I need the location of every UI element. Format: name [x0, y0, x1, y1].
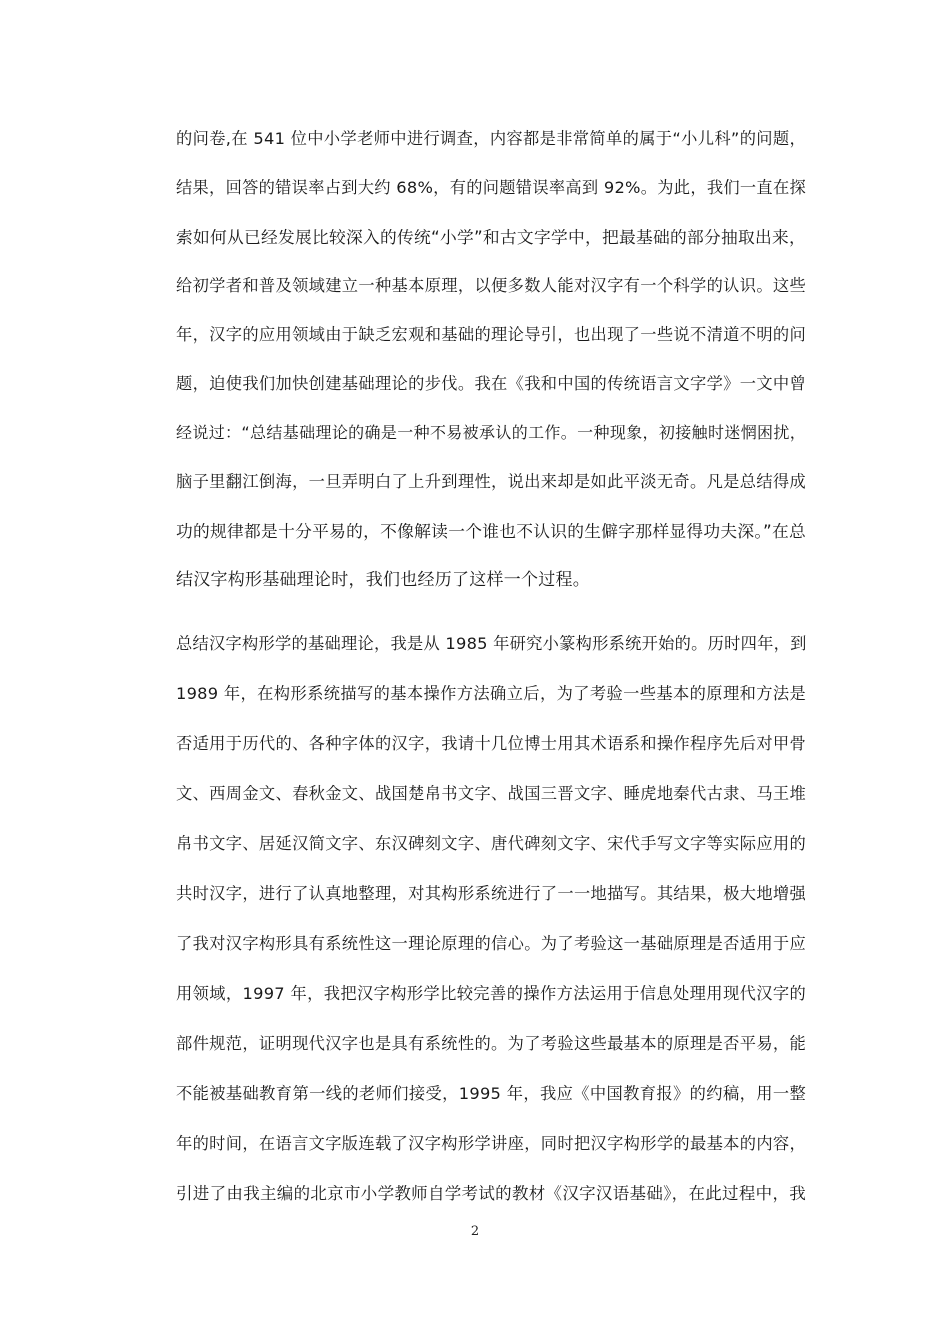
text-line: 共时汉字，进行了认真地整理，对其构形系统进行了一一地描写。其结果，极大地增强 [176, 884, 806, 903]
text-line: 帛书文字、居延汉简文字、东汉碑刻文字、唐代碑刻文字、宋代手写文字等实际应用的 [176, 834, 806, 853]
text-line: 经说过：“总结基础理论的确是一种不易被承认的工作。一种现象，初接触时迷惘困扰， [176, 423, 806, 442]
text-line: 的问卷,在 541 位中小学老师中进行调查，内容都是非常简单的属于“小儿科”的问题， [176, 129, 806, 148]
text-line: 年，汉字的应用领域由于缺乏宏观和基础的理论导引，也出现了一些说不清道不明的问 [176, 325, 806, 344]
text-line: 文、西周金文、春秋金文、战国楚帛书文字、战国三晋文字、睡虎地秦代古隶、马王堆 [176, 784, 806, 803]
text-line: 部件规范，证明现代汉字也是具有系统性的。为了考验这些最基本的原理是否平易，能 [176, 1034, 806, 1053]
text-line: 给初学者和普及领域建立一种基本原理，以便多数人能对汉字有一个科学的认识。这些 [176, 276, 806, 295]
text-line: 用领域，1997 年，我把汉字构形学比较完善的操作方法运用于信息处理用现代汉字的 [176, 984, 806, 1003]
text-line: 题，迫使我们加快创建基础理论的步伐。我在《我和中国的传统语言文字学》一文中曾 [176, 374, 806, 393]
text-line: 了我对汉字构形具有系统性这一理论原理的信心。为了考验这一基础原理是否适用于应 [176, 934, 806, 953]
text-line: 引进了由我主编的北京市小学教师自学考试的教材《汉字汉语基础》，在此过程中，我 [176, 1184, 806, 1203]
text-line: 不能被基础教育第一线的老师们接受，1995 年，我应《中国教育报》的约稿，用一整 [176, 1084, 806, 1103]
text-line: 功的规律都是十分平易的，不像解读一个谁也不认识的生僻字那样显得功夫深。”在总 [176, 521, 806, 541]
text-line: 结汉字构形基础理论时，我们也经历了这样一个过程。 [176, 570, 590, 590]
text-line: 1989 年，在构形系统描写的基本操作方法确立后，为了考验一些基本的原理和方法是 [176, 684, 806, 703]
text-line: 总结汉字构形学的基础理论，我是从 1985 年研究小篆构形系统开始的。历时四年，到 [176, 634, 807, 653]
text-line: 索如何从已经发展比较深入的传统“小学”和古文字学中，把最基础的部分抽取出来， [176, 227, 806, 247]
page-number: 2 [470, 1224, 480, 1239]
text-line: 脑子里翻江倒海，一旦弄明白了上升到理性，说出来却是如此平淡无奇。凡是总结得成 [176, 472, 806, 491]
text-line: 结果，回答的错误率占到大约 68%，有的问题错误率高到 92%。为此，我们一直在探 [176, 178, 806, 197]
text-line: 否适用于历代的、各种字体的汉字，我请十几位博士用其术语系和操作程序先后对甲骨 [176, 734, 806, 753]
text-line: 年的时间，在语言文字版连载了汉字构形学讲座，同时把汉字构形学的最基本的内容， [176, 1134, 806, 1153]
